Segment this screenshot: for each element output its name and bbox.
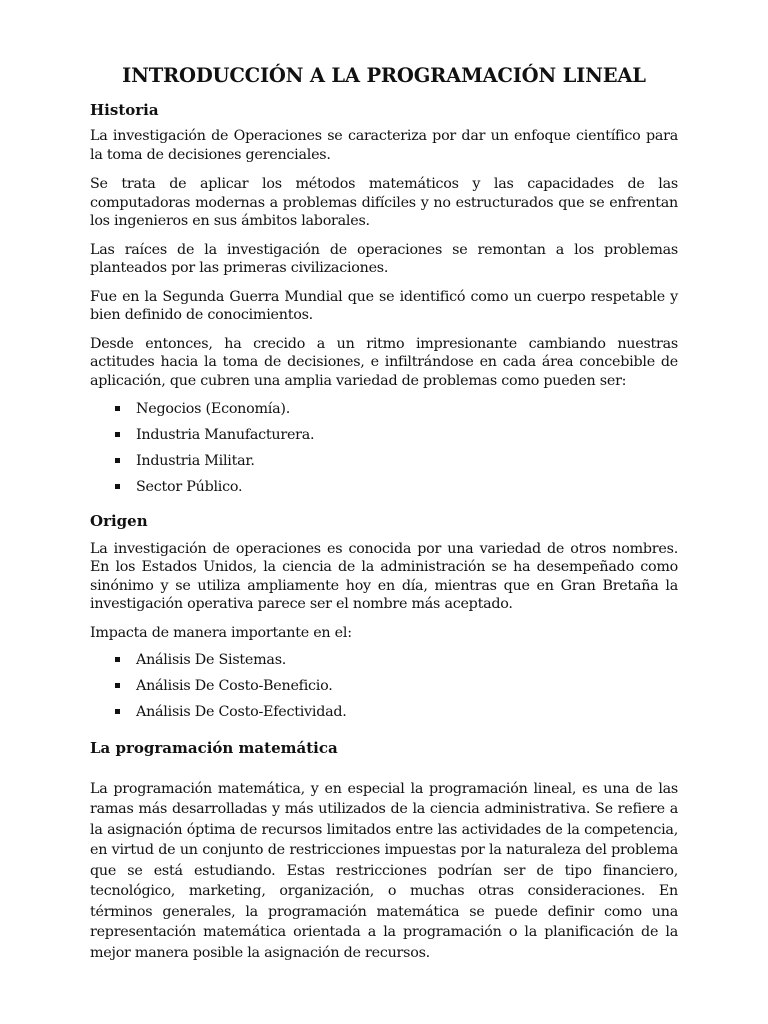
paragraph: Se trata de aplicar los métodos matemáticos y las capacidades de las computadoras modernas a problemas difíciles y no estructurados que se enfrentan los ingenieros en sus ámbitos laborales. xyxy=(90,176,678,229)
section-heading-origen: Origen xyxy=(90,511,148,530)
list-item xyxy=(90,452,678,471)
paragraph: Fue en la Segunda Guerra Mundial que se identificó como un cuerpo respetable y bien definido de conocimientos. xyxy=(90,288,678,323)
page-title: INTRODUCCIÓN A LA PROGRAMACIÓN LINEAL xyxy=(122,64,646,87)
bullet-list-applications xyxy=(90,400,678,497)
list-item xyxy=(90,703,678,722)
paragraph: La programación matemática, y en especial la programación lineal, es una de las ramas más desarrolladas y más utilizados de la ciencia administrativa. Se refiere a la asignación óptima de recursos limitados entre las actividades de la competencia, en virtud de un conjunto de restricciones impuestas por la naturaleza del problema que se está estudiando. Estas restricciones podrían ser de tipo financiero, tecnológico, marketing, organización, o muchas otras consideraciones. En términos generales, la programación matemática se puede definir como una representación matemática orientada a la programación o la planificación de la mejor manera posible la asignación de recursos. xyxy=(90,780,678,961)
list-item xyxy=(90,426,678,445)
paragraph: La investigación de Operaciones se caracteriza por dar un enfoque científico para la toma de decisiones gerenciales. xyxy=(90,128,678,163)
list-item xyxy=(90,651,678,670)
list-item-text: Sector Público. xyxy=(136,479,243,495)
section-heading-programacion: La programación matemática xyxy=(90,738,338,757)
list-item xyxy=(90,677,678,696)
list-item-text: Negocios (Economía). xyxy=(136,401,291,417)
square-bullet-icon xyxy=(115,709,120,714)
square-bullet-icon xyxy=(115,406,120,411)
paragraph: La investigación de operaciones es conocida por una variedad de otros nombres. En los Estados Unidos, la ciencia de la administración se ha desempeñado como sinónimo y se utiliza ampliamente hoy en día, mientras que en Gran Bretaña la investigación operativa parece ser el nombre más aceptado. xyxy=(90,540,678,612)
list-item-text: Industria Manufacturera. xyxy=(136,427,315,443)
list-item xyxy=(90,400,678,419)
paragraph: Impacta de manera importante en el: xyxy=(90,624,352,641)
square-bullet-icon xyxy=(115,484,120,489)
square-bullet-icon xyxy=(115,657,120,662)
section-heading-historia: Historia xyxy=(90,101,159,119)
square-bullet-icon xyxy=(115,458,120,463)
bullet-list-analysis xyxy=(90,651,678,722)
square-bullet-icon xyxy=(115,432,120,437)
square-bullet-icon xyxy=(115,683,120,688)
paragraph: Desde entonces, ha crecido a un ritmo impresionante cambiando nuestras actitudes hacia la toma de decisiones, e infiltrándose en cada área concebible de aplicación, que cubren una amplia variedad de problemas como pueden ser: xyxy=(90,335,678,389)
list-item-text: Análisis De Costo-Beneficio. xyxy=(136,678,333,694)
list-item-text: Análisis De Sistemas. xyxy=(136,652,287,668)
paragraph: Las raíces de la investigación de operaciones se remontan a los problemas planteados por las primeras civilizaciones. xyxy=(90,241,678,276)
list-item-text: Industria Militar. xyxy=(136,453,255,469)
list-item-text: Análisis De Costo-Efectividad. xyxy=(136,704,347,720)
list-item xyxy=(90,478,678,497)
